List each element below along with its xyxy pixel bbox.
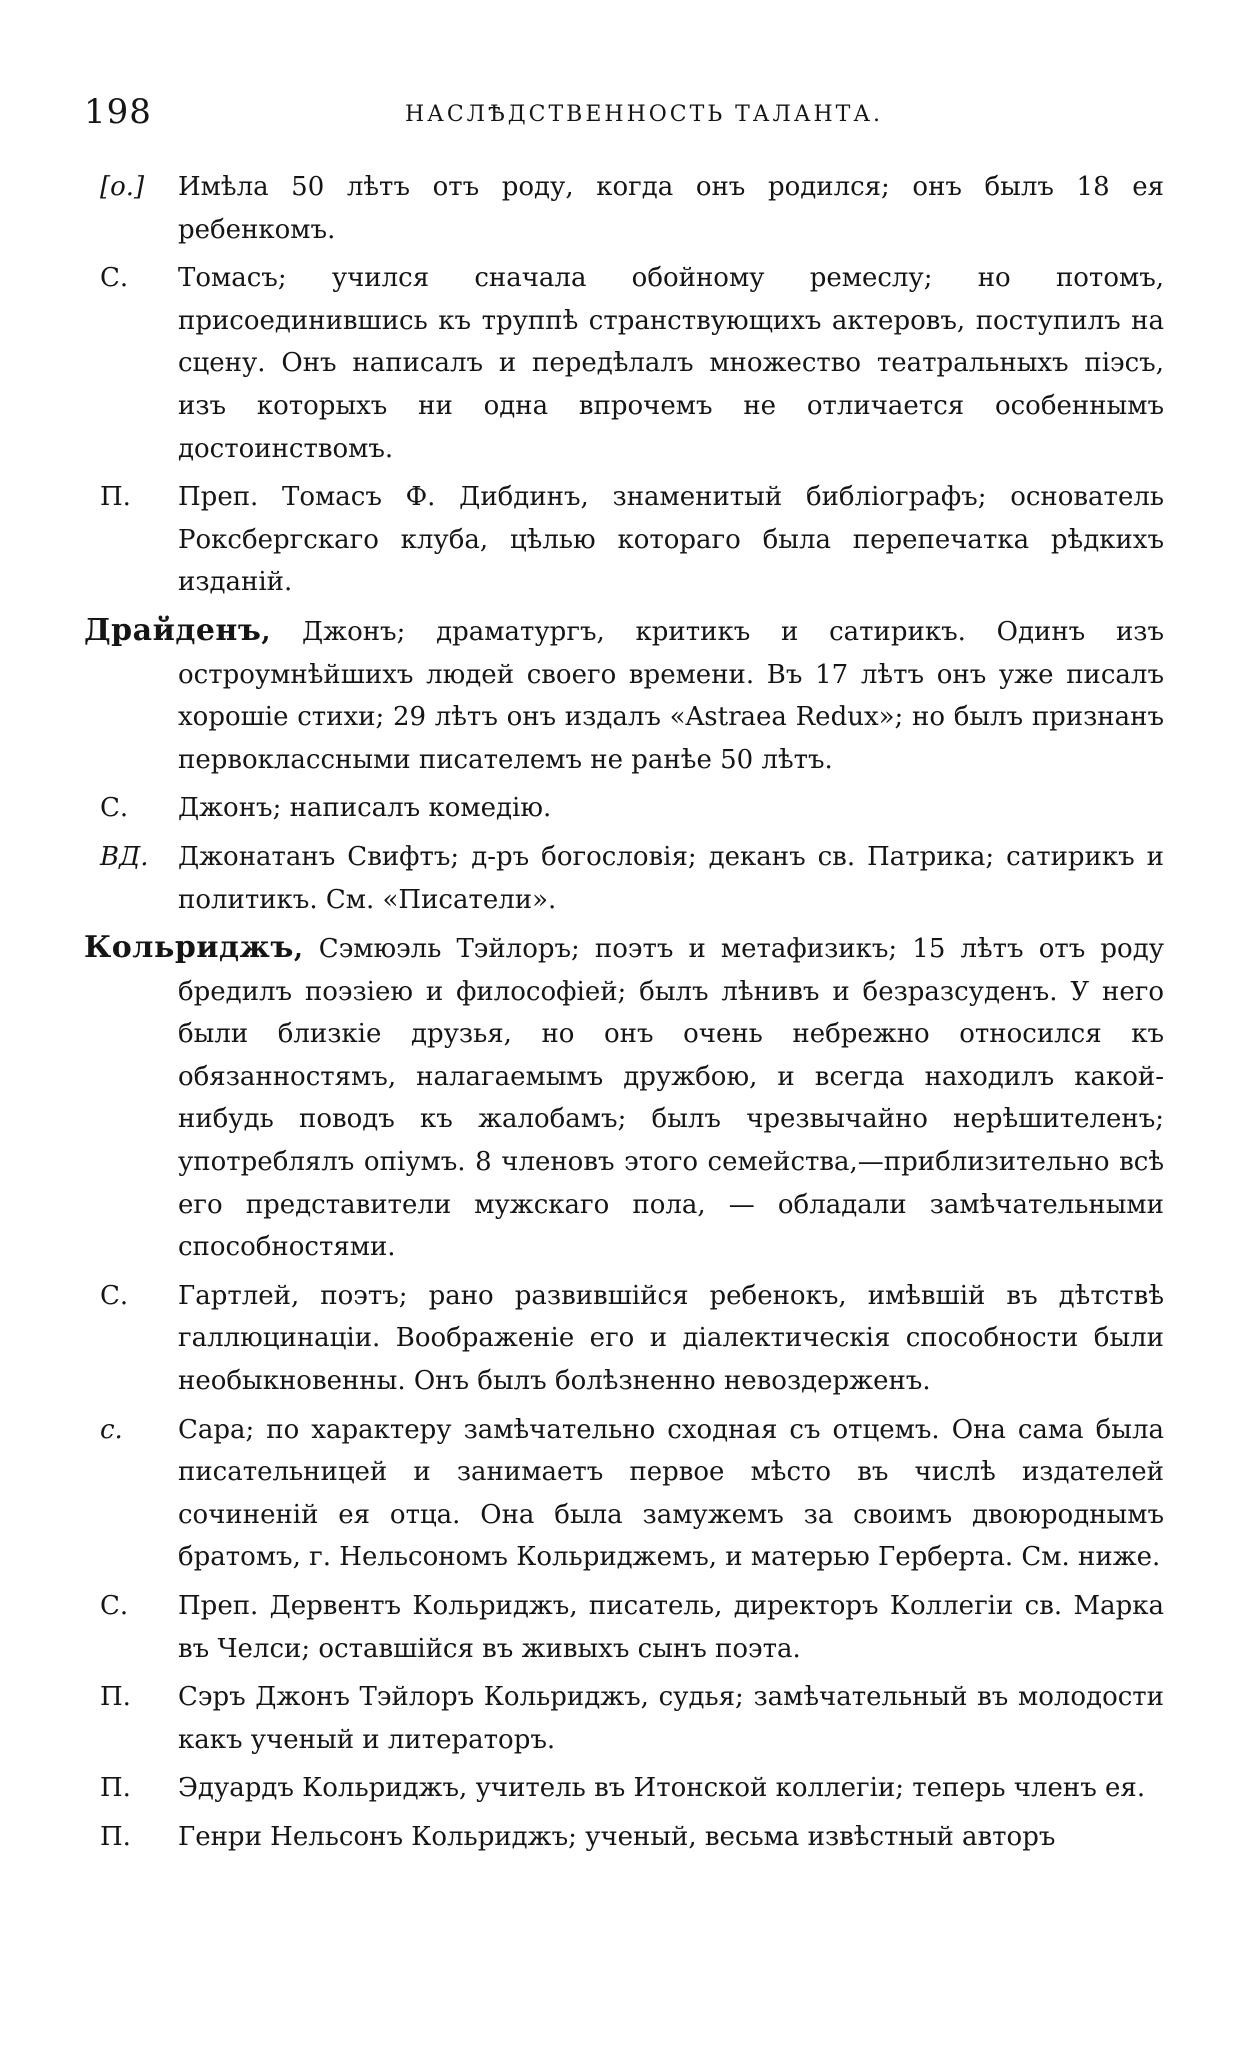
entry-text: Генри Нельсонъ Кольриджъ; ученый, весьма извѣстный авторъ <box>178 1821 1056 1852</box>
main-entry: Кольриджъ, Сэмюэль Тэйлоръ; поэтъ и метафизикъ; 15 лѣтъ отъ роду бредилъ поэзіею и философіей; былъ лѣнивъ и безразсуденъ. У него были близкіе друзья, но онъ очень небрежно относился къ обязанностямъ, налагаемымъ дружбою, и всегда находилъ какой-нибудь поводъ къ жалобамъ; былъ чрезвычайно нерѣшителенъ; употреблялъ опіумъ. 8 членовъ этого семейства,—приблизительно всѣ его представители мужскаго пола, — обладали замѣчательными способностями. <box>84 930 1164 1263</box>
entry-text: Джонъ; написалъ комедію. <box>178 793 552 824</box>
relation-label: П. <box>100 1821 131 1852</box>
relative-entry <box>84 1816 1164 1859</box>
entry-name: Драйденъ <box>84 612 262 648</box>
relative-entry <box>84 1767 1164 1810</box>
entry-text: Сара; по характеру замѣчательно сходная съ отцемъ. Она сама была писательницей и занимаетъ первое мѣсто въ числѣ издателей сочиненій ея отца. Она была замужемъ за своимъ двоюроднымъ братомъ, г. Нельсономъ Кольриджемъ, и матерью Герберта. См. ниже. <box>178 1414 1164 1573</box>
relative-entry <box>84 1409 1164 1579</box>
entry-text: Преп. Томасъ Ф. Дибдинъ, знаменитый библіографъ; основатель Роксбергскаго клуба, цѣлью котораго была перепечатка рѣдкихъ изданій. <box>178 482 1164 598</box>
relation-label: С. <box>100 793 129 824</box>
relative-entry <box>84 836 1164 921</box>
relation-label: П. <box>100 1682 131 1713</box>
entry-text: Преп. Дервентъ Кольриджъ, писатель, директоръ Коллегіи св. Марка въ Челси; оставшійся въ живыхъ сынъ поэта. <box>178 1591 1164 1664</box>
relation-label: [о.] <box>100 172 145 202</box>
relative-entry <box>84 166 1164 251</box>
running-title: НАСЛѢДСТВЕННОСТЬ ТАЛАНТА. <box>404 102 883 127</box>
relative-entry <box>84 1275 1164 1403</box>
entry-text: Сэмюэль Тэйлоръ; поэтъ и метафизикъ; 15 лѣтъ отъ роду бредилъ поэзіею и философіей; былъ лѣнивъ и безразсуденъ. У него были близкіе друзья, но онъ очень небрежно относился къ обязанностямъ, налагаемымъ дружбою, и всегда находилъ какой-нибудь поводъ къ жалобамъ; былъ чрезвычайно нерѣшителенъ; употреблялъ опіумъ. 8 членовъ этого семейства,—приблизительно всѣ его представители мужскаго пола, — обладали замѣчательными способностями. <box>178 934 1164 1263</box>
main-entry: Драйденъ, Джонъ; драматургъ, критикъ и сатирикъ. Одинъ изъ остроумнѣйшихъ людей своего времени. Въ 17 лѣтъ онъ уже писалъ хорошіе стихи; 29 лѣтъ онъ издалъ «Astraea Redux»; но былъ признанъ первоклассными писателемъ не ранѣе 50 лѣтъ. <box>84 612 1164 775</box>
page-body <box>84 166 1164 1865</box>
entry-text: Имѣла 50 лѣтъ отъ роду, когда онъ родился; онъ былъ 18 ея ребенкомъ. <box>178 172 1164 245</box>
page-number: 198 <box>84 92 152 132</box>
entry-text: Джонатанъ Свифтъ; д-ръ богословія; деканъ св. Патрика; сатирикъ и политикъ. См. «Писатели». <box>178 841 1164 915</box>
relative-entry <box>84 257 1164 470</box>
entry-text: Джонъ; драматургъ, критикъ и сатирикъ. Одинъ изъ остроумнѣйшихъ людей своего времени. Въ 17 лѣтъ онъ уже писалъ хорошіе стихи; 29 лѣтъ онъ издалъ «Astraea Redux»; но былъ признанъ первоклассными писателемъ не ранѣе 50 лѣтъ. <box>178 616 1164 775</box>
relation-label: С. <box>100 1280 129 1311</box>
entry-text: Сэръ Джонъ Тэйлоръ Кольриджъ, судья; замѣчательный въ молодости какъ ученый и литераторъ. <box>178 1682 1164 1755</box>
relation-label: С. <box>100 1591 129 1621</box>
relative-entry <box>84 476 1164 604</box>
relation-label: с. <box>100 1414 123 1445</box>
relative-entry <box>84 1585 1164 1670</box>
relation-label: П. <box>100 482 131 513</box>
entry-name: Кольриджъ <box>84 930 294 966</box>
relative-entry <box>84 1676 1164 1761</box>
relation-label: П. <box>100 1773 131 1804</box>
relative-entry <box>84 787 1164 830</box>
entry-text: Эдуардъ Кольриджъ, учитель въ Итонской коллегіи; теперь членъ ея. <box>178 1773 1146 1804</box>
entry-text: Томасъ; учился сначала обойному ремеслу; но потомъ, присоединившись къ труппѣ странствующихъ актеровъ, поступилъ на сцену. Онъ написалъ и передѣлалъ множество театральныхъ піэсъ, изъ которыхъ ни одна впрочемъ не отличается особеннымъ достоинствомъ. <box>178 263 1164 464</box>
relation-label: С. <box>100 263 129 294</box>
relation-label: ВД. <box>100 841 149 872</box>
page-header <box>84 92 1164 140</box>
entry-text: Гартлей, поэтъ; рано развившійся ребенокъ, имѣвшій въ дѣтствѣ галлюцинаціи. Воображеніе его и діалектическія способности были необыкновенны. Онъ былъ болѣзненно невоздерженъ. <box>178 1280 1164 1397</box>
